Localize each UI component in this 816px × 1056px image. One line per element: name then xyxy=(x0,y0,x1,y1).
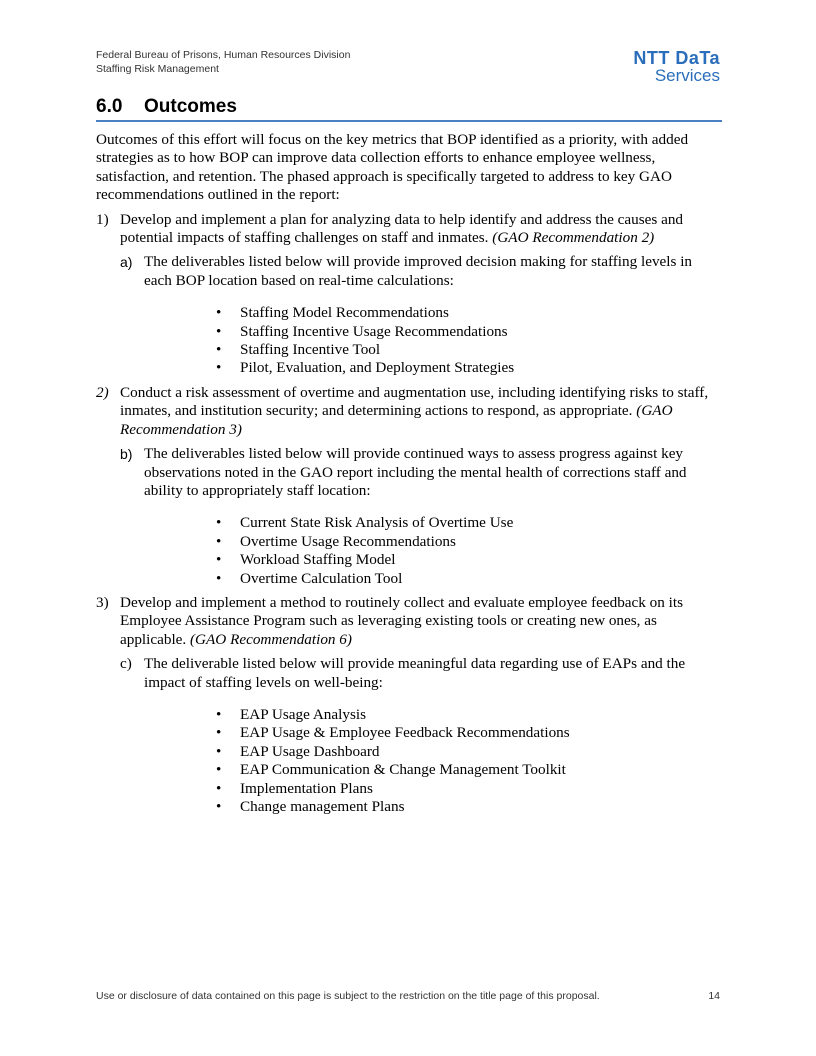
header-project: Staffing Risk Management xyxy=(96,63,219,75)
bullet-icon: • xyxy=(216,779,222,797)
item-text: Develop and implement a method to routinely collect and evaluate employee feedback on its Employee Assistance Program such as leveraging existing tools or creating new ones, as applicable. xyxy=(120,593,684,648)
list-item: • EAP Usage & Employee Feedback Recommendations xyxy=(216,724,570,742)
lettered-subitem xyxy=(96,445,722,588)
list-item: • EAP Communication & Change Management Toolkit xyxy=(216,761,566,779)
item-marker: 1) xyxy=(96,210,109,228)
list-item: • Pilot, Evaluation, and Deployment Strategies xyxy=(216,359,515,377)
bullet-icon: • xyxy=(216,569,222,587)
numbered-item xyxy=(96,211,722,248)
list-item: • Workload Staffing Model xyxy=(216,551,396,569)
item-marker: 2) xyxy=(96,383,109,401)
lettered-subitem xyxy=(96,655,722,816)
list-item: • EAP Usage Dashboard xyxy=(216,742,380,760)
running-header xyxy=(96,48,350,76)
gao-reference: (GAO Recommendation 6) xyxy=(190,630,352,648)
list-item: • Overtime Usage Recommendations xyxy=(216,532,456,550)
subitem-text: The deliverable listed below will provide meaningful data regarding use of EAPs and the impact of staffing levels on well-being: xyxy=(144,655,686,691)
header-organization: Federal Bureau of Prisons, Human Resources Division xyxy=(96,49,351,61)
bullet-icon: • xyxy=(216,359,222,377)
gao-reference: (GAO Recommendation 3) xyxy=(120,402,673,438)
bullet-icon: • xyxy=(216,551,222,569)
list-item: • Staffing Incentive Tool xyxy=(216,341,381,359)
bullet-icon: • xyxy=(216,532,222,550)
section-title: Outcomes xyxy=(144,96,237,117)
subitem-marker: a) xyxy=(120,254,133,271)
bullet-icon: • xyxy=(216,724,222,742)
list-item: • Implementation Plans xyxy=(216,779,373,797)
deliverables-list xyxy=(144,514,722,588)
bullet-icon: • xyxy=(216,705,222,723)
bullet-icon: • xyxy=(216,761,222,779)
logo-brand: NTT DaTa xyxy=(633,48,720,68)
bullet-icon: • xyxy=(216,304,222,322)
section-heading xyxy=(96,96,722,122)
item-marker: 3) xyxy=(96,593,109,611)
bullet-icon: • xyxy=(216,322,222,340)
deliverables-list xyxy=(144,304,722,378)
ntt-data-logo xyxy=(633,49,720,84)
subitem-text: The deliverables listed below will provide improved decision making for staffing levels in each BOP location based on real-time calculations: xyxy=(144,253,693,289)
subitem-text: The deliverables listed below will provide continued ways to assess progress against key observations noted in the GAO report including the mental health of corrections staff and ability to appropriately staff location: xyxy=(144,445,687,499)
logo-subtitle: Services xyxy=(654,66,720,85)
section-number: 6.0 xyxy=(96,96,123,117)
lettered-subitem xyxy=(96,253,722,377)
list-item: • Change management Plans xyxy=(216,798,405,815)
gao-reference: (GAO Recommendation 2) xyxy=(492,229,655,247)
bullet-icon: • xyxy=(216,742,222,760)
list-item: • Staffing Model Recommendations xyxy=(216,304,449,322)
footer-notice: Use or disclosure of data contained on this page is subject to the restriction on the title page of this proposal. xyxy=(96,990,600,1002)
list-item: • Current State Risk Analysis of Overtime Use xyxy=(216,514,514,532)
intro-paragraph: Outcomes of this effort will focus on the key metrics that BOP identified as a priority, with added strategies as to how BOP can improve data collection efforts to enhance employee wellness, satisfaction, and retention. The phased approach is specifically targeted to address to key GAO recommendations outlined in the report: xyxy=(96,131,689,204)
page-number: 14 xyxy=(708,990,720,1002)
item-text: Conduct a risk assessment of overtime and augmentation use, including identifying risks to staff, inmates, and institution security; and determining actions to respond, as appropriate. xyxy=(120,383,709,420)
document-body xyxy=(96,131,722,822)
page-footer xyxy=(96,990,722,1002)
subitem-marker: c) xyxy=(120,655,132,673)
bullet-icon: • xyxy=(216,341,222,359)
subitem-marker: b) xyxy=(120,446,133,463)
list-item: • Staffing Incentive Usage Recommendations xyxy=(216,322,508,340)
list-item: • EAP Usage Analysis xyxy=(216,705,366,723)
list-item: • Overtime Calculation Tool xyxy=(216,569,403,587)
bullet-icon: • xyxy=(216,514,222,532)
numbered-item xyxy=(96,594,722,649)
bullet-icon: • xyxy=(216,798,222,815)
deliverables-list xyxy=(144,706,722,816)
numbered-item xyxy=(96,384,722,439)
item-text: Develop and implement a plan for analyzing data to help identify and address the causes and potential impacts of staffing challenges on staff and inmates. xyxy=(120,210,684,247)
